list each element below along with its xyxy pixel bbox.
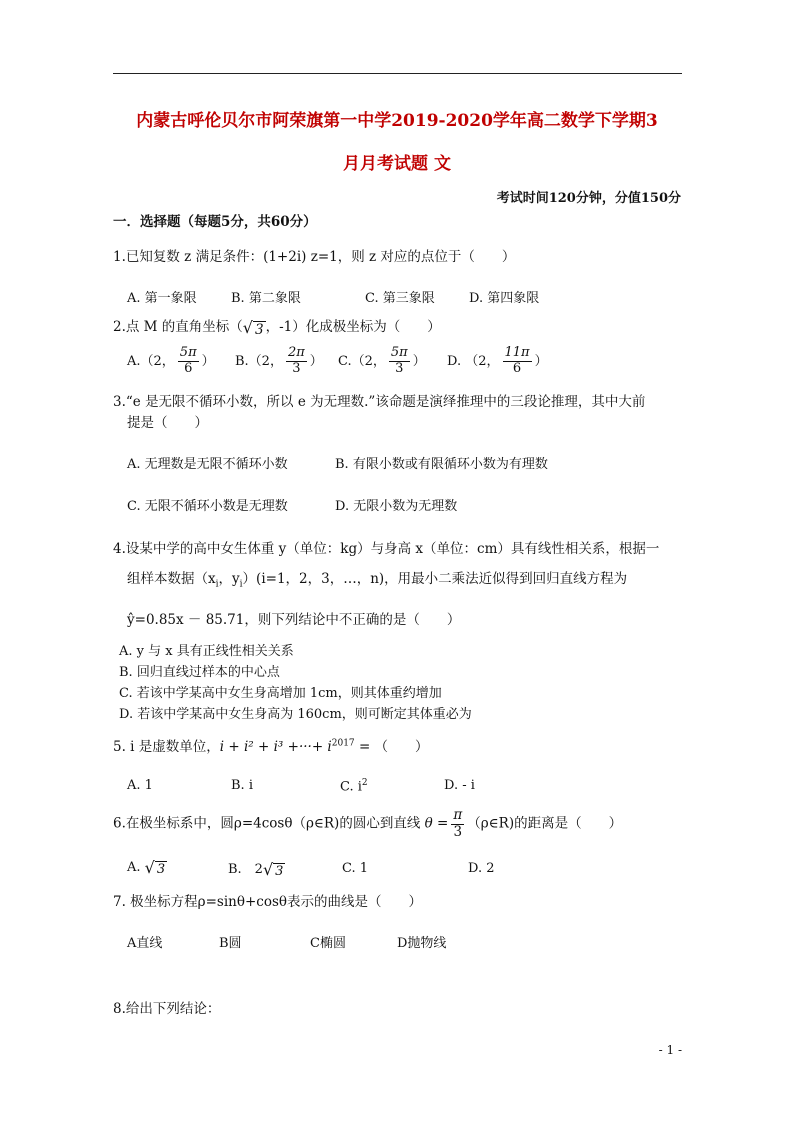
- page-number: - 1 -: [658, 1043, 682, 1057]
- q6-option-a-label: A.: [127, 860, 141, 875]
- sqrt-radicand: 3: [275, 864, 284, 879]
- q2-option-d: [447, 346, 548, 377]
- sqrt-three: [145, 858, 167, 877]
- q6-option-a: [127, 858, 167, 877]
- q4-option-d: D. 若该中学某高中女生身高为 160cm，则可断定其体重必为: [119, 707, 472, 722]
- subscript-i: i: [239, 579, 243, 590]
- q5-option-c: [340, 778, 368, 794]
- fraction-numerator: 11π: [504, 345, 530, 360]
- q6-option-c: C. 1: [342, 861, 369, 876]
- q2-option-b: [235, 346, 323, 377]
- question-6-stem: [113, 808, 622, 840]
- question-8-stem: 8.给出下列结论：: [113, 1001, 221, 1017]
- q7-option-d: D抛物线: [397, 936, 447, 951]
- document-title-line2: 月月考试题 文: [343, 154, 451, 174]
- q1-option-c: C. 第三象限: [365, 291, 435, 306]
- q2-option-a: [127, 346, 215, 377]
- radical-sign-icon: √: [242, 317, 253, 337]
- sqrt-radicand: 3: [255, 321, 264, 338]
- radical-sign-icon: √: [262, 860, 274, 879]
- q6-theta-equals: θ =: [424, 815, 449, 832]
- q2-stem-end: ，-1）化成极坐标为（ ）: [265, 319, 441, 335]
- radical-sign-icon: √: [144, 858, 155, 877]
- q5-option-c-exponent: 2: [361, 778, 368, 788]
- q7-option-a: A直线: [127, 936, 163, 951]
- q3-option-d: D. 无限小数为无理数: [335, 499, 458, 514]
- question-4-line1: 4.设某中学的高中女生体重 y（单位：kg）与身高 x（单位：cm）具有线性相关系，根据一: [113, 541, 660, 557]
- q7-option-b: B圆: [219, 936, 242, 951]
- q4-option-c: C. 若该中学某高中女生身高增加 1cm，则其体重约增加: [119, 686, 442, 701]
- fraction-denominator: 3: [395, 360, 404, 376]
- q4-line2-part-c: ）(i=1，2，3，…，n)，用最小二乘法近似得到回归直线方程为: [242, 571, 628, 587]
- fraction-numerator: π: [453, 807, 463, 823]
- q6-stem-end: （ρ∈R)的距离是（ ）: [467, 815, 623, 832]
- q3-option-a: A. 无理数是无限不循环小数: [127, 457, 288, 472]
- q2-option-c: [338, 346, 426, 377]
- q2-stem-start: 2.点 M 的直角坐标（: [113, 319, 243, 335]
- q5-stem-end: = （ ）: [354, 739, 429, 755]
- question-3-line2: 提是（ ）: [127, 415, 208, 431]
- question-7-stem: 7. 极坐标方程ρ=sinθ+cosθ表示的曲线是（ ）: [113, 894, 423, 910]
- exam-info: 考试时间120分钟，分值150分: [496, 191, 681, 206]
- q2-option-a-suffix: ）: [201, 353, 215, 369]
- q2-option-b-prefix: B.（2，: [235, 353, 283, 369]
- subscript-i: i: [215, 579, 219, 590]
- sqrt-three: [243, 318, 266, 338]
- q2-option-a-prefix: A.（2，: [127, 353, 175, 369]
- q3-option-b: B. 有限小数或有限循环小数为有理数: [335, 457, 548, 472]
- q2-option-b-suffix: ）: [309, 353, 323, 369]
- sqrt-radicand: 3: [156, 862, 166, 877]
- question-5-stem: [113, 735, 429, 755]
- fraction-numerator: 2π: [287, 345, 305, 360]
- q2-option-d-fraction: [503, 346, 532, 377]
- section-heading: 一．选择题（每题5分，共60分）: [113, 214, 317, 230]
- fraction-denominator: 6: [184, 360, 193, 376]
- q5-stem-start: 5. i 是虚数单位，: [113, 739, 220, 755]
- fraction-denominator: 3: [292, 360, 301, 376]
- q4-option-b: B. 回归直线过样本的中心点: [119, 665, 280, 680]
- fraction-denominator: 6: [512, 360, 522, 376]
- q1-option-b: B. 第二象限: [231, 291, 301, 306]
- question-2-stem: [113, 315, 441, 338]
- q5-option-a: A. 1: [127, 778, 153, 793]
- q5-option-b: B. i: [231, 778, 253, 793]
- header-rule: [113, 73, 682, 74]
- fraction-denominator: 3: [453, 823, 463, 840]
- question-4-line2: [127, 567, 627, 590]
- q2-option-a-fraction: [178, 346, 199, 377]
- q4-option-a: A. y 与 x 具有正线性相关关系: [119, 644, 294, 659]
- q2-option-b-fraction: [286, 346, 307, 377]
- q5-option-c-base: C. i: [340, 779, 362, 795]
- q1-option-d: D. 第四象限: [469, 291, 540, 306]
- q6-fraction: [451, 808, 464, 840]
- q3-option-c: C. 无限不循环小数是无理数: [127, 499, 288, 514]
- q4-line2-part-a: 组样本数据（x: [127, 571, 216, 587]
- q2-option-c-suffix: ）: [412, 353, 426, 369]
- q2-option-d-prefix: D. （2，: [447, 353, 500, 369]
- q2-option-c-prefix: C.（2，: [338, 353, 386, 369]
- q6-option-b: [228, 858, 285, 879]
- q6-stem-start: 6.在极坐标系中，圆ρ=4cosθ（ρ∈R)的圆心到直线: [113, 815, 421, 832]
- fraction-numerator: 5π: [179, 345, 197, 360]
- document-title-line1: 内蒙古呼伦贝尔市阿荣旗第一中学2019-2020学年高二数学下学期3: [136, 111, 658, 131]
- q5-option-d: D. - i: [444, 778, 475, 793]
- q5-expression: i + i² + i³ +···+ i: [219, 739, 332, 755]
- q5-exponent: 2017: [331, 738, 355, 749]
- question-3-line1: 3.“e 是无限不循环小数，所以 e 为无理数.”该命题是演绎推理中的三段论推理，其中大前: [113, 394, 646, 410]
- q2-option-d-suffix: ）: [534, 353, 548, 369]
- fraction-numerator: 5π: [390, 345, 408, 360]
- q1-option-a: A. 第一象限: [127, 291, 197, 306]
- question-4-line3: ŷ=0.85x － 85.71，则下列结论中不正确的是（ ）: [127, 612, 461, 628]
- question-1-stem: 1.已知复数 z 满足条件：(1+2i) z=1，则 z 对应的点位于（ ）: [113, 249, 516, 265]
- q2-option-c-fraction: [389, 346, 410, 377]
- q6-option-b-label: B. 2: [228, 862, 263, 877]
- sqrt-three: [263, 860, 285, 879]
- q6-option-d: D. 2: [468, 861, 495, 876]
- q7-option-c: C椭圆: [310, 936, 346, 951]
- q4-line2-part-b: ，y: [218, 571, 240, 587]
